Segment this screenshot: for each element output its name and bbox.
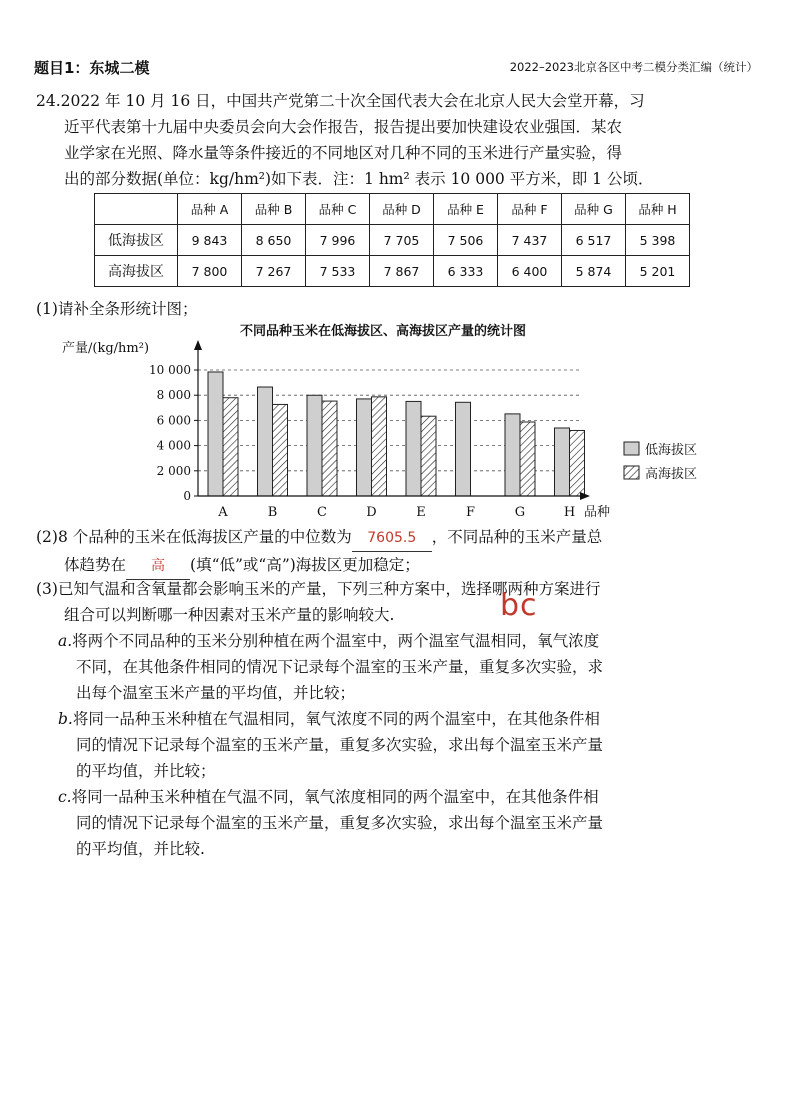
part3-line-1: (3)已知气温和含氧量都会影响玉米的产量，下列三种方案中，选择哪两种方案进行 [36,580,601,598]
table-cell: 6 517 [562,225,626,256]
table-cell: 5 874 [562,256,626,287]
x-tick-label: D [366,505,377,520]
table-cell: 7 506 [434,225,498,256]
collection-title: 2022–2023北京各区中考二模分类汇编（统计） [509,60,758,74]
x-tick-label: F [465,505,476,520]
handwritten-answer: bc [500,588,538,623]
stem-line-1: 24.2022 年 10 月 16 日，中国共产党第二十次全国代表大会在北京人民大会堂开幕，习 [36,92,645,110]
table-cell: 品种 H [626,194,690,225]
table-row [95,256,690,287]
chart-legend [624,442,697,482]
legend-swatch-high [624,466,639,479]
bar-low-altitude [555,428,570,496]
table-cell: 5 398 [626,225,690,256]
bar-low-altitude [406,401,421,496]
table-cell: 7 533 [306,256,370,287]
table-cell [95,194,178,225]
x-tick-label: A [218,505,228,520]
part1-prompt: (1)请补全条形统计图； [36,300,198,318]
table-cell: 7 800 [178,256,242,287]
table-cell: 5 201 [626,256,690,287]
y-axis-label: 产量/(kg/hm²) [62,341,150,356]
table-cell: 品种 C [306,194,370,225]
bar-low-altitude [505,414,520,496]
y-tick-label: 0 [183,489,191,503]
table-cell: 品种 G [562,194,626,225]
option-label: a. [58,632,73,650]
y-tick-label: 8 000 [156,388,191,403]
table-cell: 品种 A [178,194,242,225]
part2-line-2: 体趋势在 高 (填“低”或“高”)海拔区更加稳定； [36,552,726,580]
bar-low-altitude [357,399,372,496]
part3 [36,576,726,628]
stem-line-4: 出的部分数据(单位：kg/hm²)如下表．注：1 hm² 表示 10 000 平方米，即 1 公顷． [64,170,654,188]
table-cell: 高海拔区 [95,256,178,287]
median-answer: 7605.5 [367,530,417,546]
x-tick-label: E [416,505,426,520]
y-tick-label: 10 000 [149,363,191,377]
table-cell: 7 437 [498,225,562,256]
table-cell: 品种 B [242,194,306,225]
median-answer-blank[interactable] [352,524,432,552]
table-cell: 品种 D [370,194,434,225]
option-label: b. [58,710,73,728]
bar-high-altitude [570,430,585,496]
yield-bar-chart [50,336,730,526]
problem-title: 题目1：东城二模 [34,59,150,77]
option-label: c. [58,788,72,806]
table-cell: 8 650 [242,225,306,256]
legend-swatch-low [624,442,639,455]
question-number: 24. [36,92,61,110]
legend-label-high: 高海拔区 [645,467,698,482]
option-a: a.将两个不同品种的玉米分别种植在两个温室中，两个温室气温相同，氧气浓度 不同，在其他条件相同的情况下记录每个温室的玉米产量，重复多次实验，求 出每个温室玉米产量的平均值，并比较； [58,632,604,702]
table-header-row [95,194,690,225]
bar-low-altitude [258,387,273,496]
yield-table [94,193,690,287]
option-b: b.将同一品种玉米种植在气温相同，氧气浓度不同的两个温室中，在其他条件相 同的情况下记录每个温室的玉米产量，重复多次实验，求出每个温室玉米产量 的平均值，并比较； [58,710,604,780]
bar-high-altitude [372,397,387,496]
bar-low-altitude [208,372,223,496]
legend-label-low: 低海拔区 [645,443,698,458]
x-tick-label: C [317,505,327,520]
bar-high-altitude [322,401,337,496]
table-cell: 6 400 [498,256,562,287]
y-tick-label: 6 000 [156,413,191,428]
option-c: c.将同一品种玉米种植在气温不同，氧气浓度相同的两个温室中，在其他条件相 同的情况下记录每个温室的玉米产量，重复多次实验，求出每个温室玉米产量 的平均值，并比较. [58,788,604,858]
x-tick-label: B [267,505,278,520]
table-cell: 6 333 [434,256,498,287]
table-cell: 7 267 [242,256,306,287]
table-cell: 7 996 [306,225,370,256]
bar-low-altitude [456,402,471,496]
chart-title: 不同品种玉米在低海拔区、高海拔区产量的统计图 [240,324,527,339]
stem-line-2: 近平代表第十九届中央委员会向大会作报告，报告提出要加快建设农业强国．某农 [64,118,623,136]
y-tick-label: 4 000 [156,438,191,453]
y-axis-arrow [194,340,202,350]
bar-high-altitude [273,404,288,496]
y-tick-label: 2 000 [156,463,191,478]
x-tick-label: H [563,505,576,520]
table-cell: 品种 F [498,194,562,225]
table-cell: 低海拔区 [95,225,178,256]
bars-layer [208,372,585,496]
table-cell: 7 705 [370,225,434,256]
x-axis-label: 品种 [584,505,611,520]
part2 [36,524,726,580]
bar-low-altitude [307,395,322,496]
bar-high-altitude [223,398,238,496]
bar-high-altitude [520,422,535,496]
stem-line-3: 业学家在光照、降水量等条件接近的不同地区对几种不同的玉米进行产量实验，得 [64,144,623,162]
x-tick-label: G [514,505,526,520]
table-cell: 7 867 [370,256,434,287]
table-cell: 9 843 [178,225,242,256]
table-cell: 品种 E [434,194,498,225]
table-row [95,225,690,256]
part3-line-2: 组合可以判断哪一种因素对玉米产量的影响较大. [64,606,395,624]
question-stem [36,88,726,192]
part2-line-1: (2)8 个品种的玉米在低海拔区产量的中位数为 7605.5 ，不同品种的玉米产量总 [36,524,726,552]
bar-high-altitude [421,416,436,496]
stability-answer: 高 [151,558,166,574]
